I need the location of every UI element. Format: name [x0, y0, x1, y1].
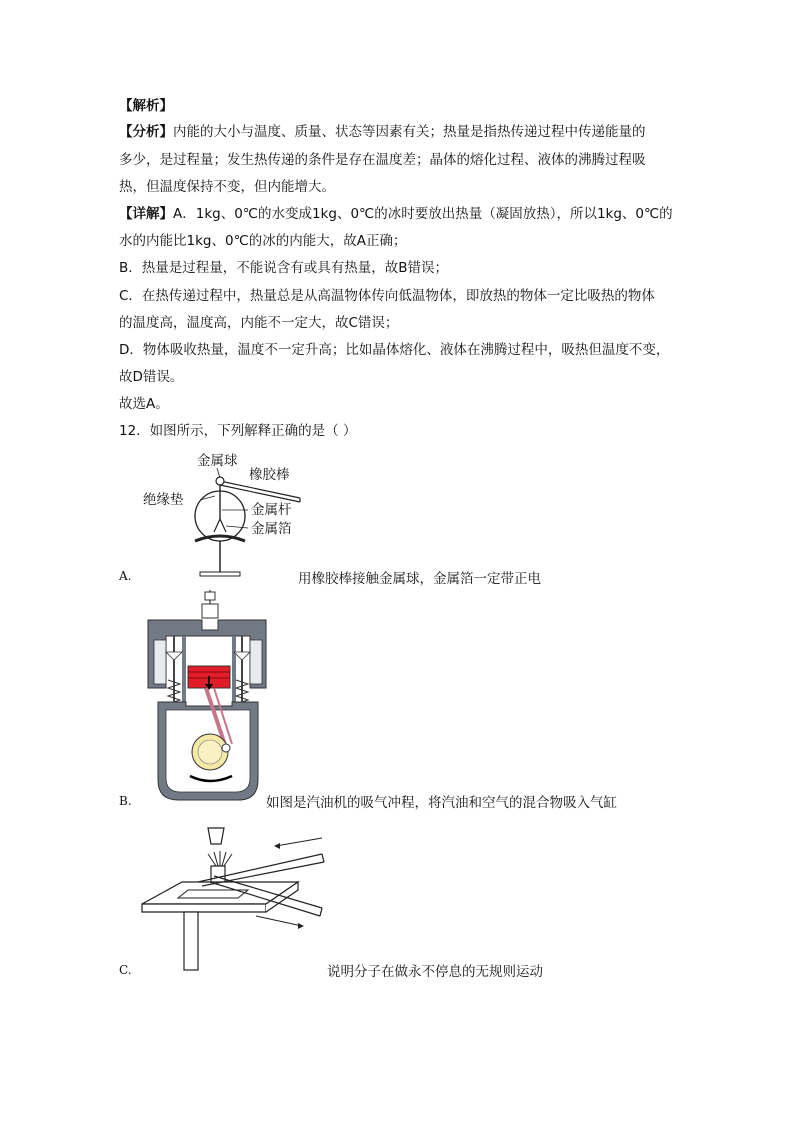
engine-figure [146, 588, 272, 804]
fenxi-line-3: 热，但温度保持不变，但内能增大。 [119, 179, 335, 195]
option-b-text: 如图是汽油机的吸气冲程，将汽油和空气的混合物吸入气缸 [266, 795, 617, 811]
option-c-letter: C. [119, 963, 132, 977]
c-line-2: 的温度高，温度高，内能不一定大，故C错误； [119, 315, 399, 331]
fenxi-line-2: 多少，是过程量；发生热传递的条件是存在温度差；晶体的熔化过程、液体的沸腾过程吸 [119, 152, 646, 168]
d-line-2: 故D错误。 [119, 369, 184, 385]
option-a-letter: A. [119, 569, 132, 583]
label-insulating-pad: 绝缘垫 [143, 492, 184, 508]
fenxi-line-1 [119, 122, 646, 142]
diffusion-figure [138, 824, 328, 974]
a-line-2: 水的内能比1kg、0℃的冰的内能大，故A正确； [119, 233, 407, 249]
label-metal-foil: 金属箔 [251, 521, 292, 537]
option-b-letter: B. [119, 794, 132, 808]
label-metal-ball: 金属球 [197, 453, 238, 469]
analysis-heading: 【解析】 [119, 98, 173, 114]
label-metal-stem: 金属杆 [251, 502, 292, 518]
d-line-1: D．物体吸收热量，温度不一定升高；比如晶体熔化、液体在沸腾过程中，吸热但温度不变， [119, 342, 670, 358]
a-text-1: A．1kg、0℃的水变成1kg、0℃的冰时要放出热量（凝固放热），所以1kg、0℃的 [173, 206, 673, 222]
option-c-text: 说明分子在做永不停息的无规则运动 [327, 964, 543, 980]
option-a-text: 用橡胶棒接触金属球，金属箔一定带正电 [298, 571, 541, 587]
c-line-1: C．在热传递过程中，热量总是从高温物体传向低温物体，即放热的物体一定比吸热的物体 [119, 288, 655, 304]
xiangjie-tag: 【详解】 [119, 206, 173, 222]
question-stem: 12．如图所示，下列解释正确的是（ ） [119, 423, 357, 439]
xiangjie-line-a1 [119, 204, 673, 224]
fenxi-tag: 【分析】 [119, 124, 173, 140]
b-line: B．热量是过程量，不能说含有或具有热量，故B错误； [119, 260, 449, 276]
fenxi-text-1: 内能的大小与温度、质量、状态等因素有关；热量是指热传递过程中传递能量的 [173, 124, 646, 140]
answer-line: 故选A。 [119, 396, 169, 412]
label-rubber-rod: 橡胶棒 [249, 467, 290, 483]
electroscope-figure [140, 448, 340, 580]
